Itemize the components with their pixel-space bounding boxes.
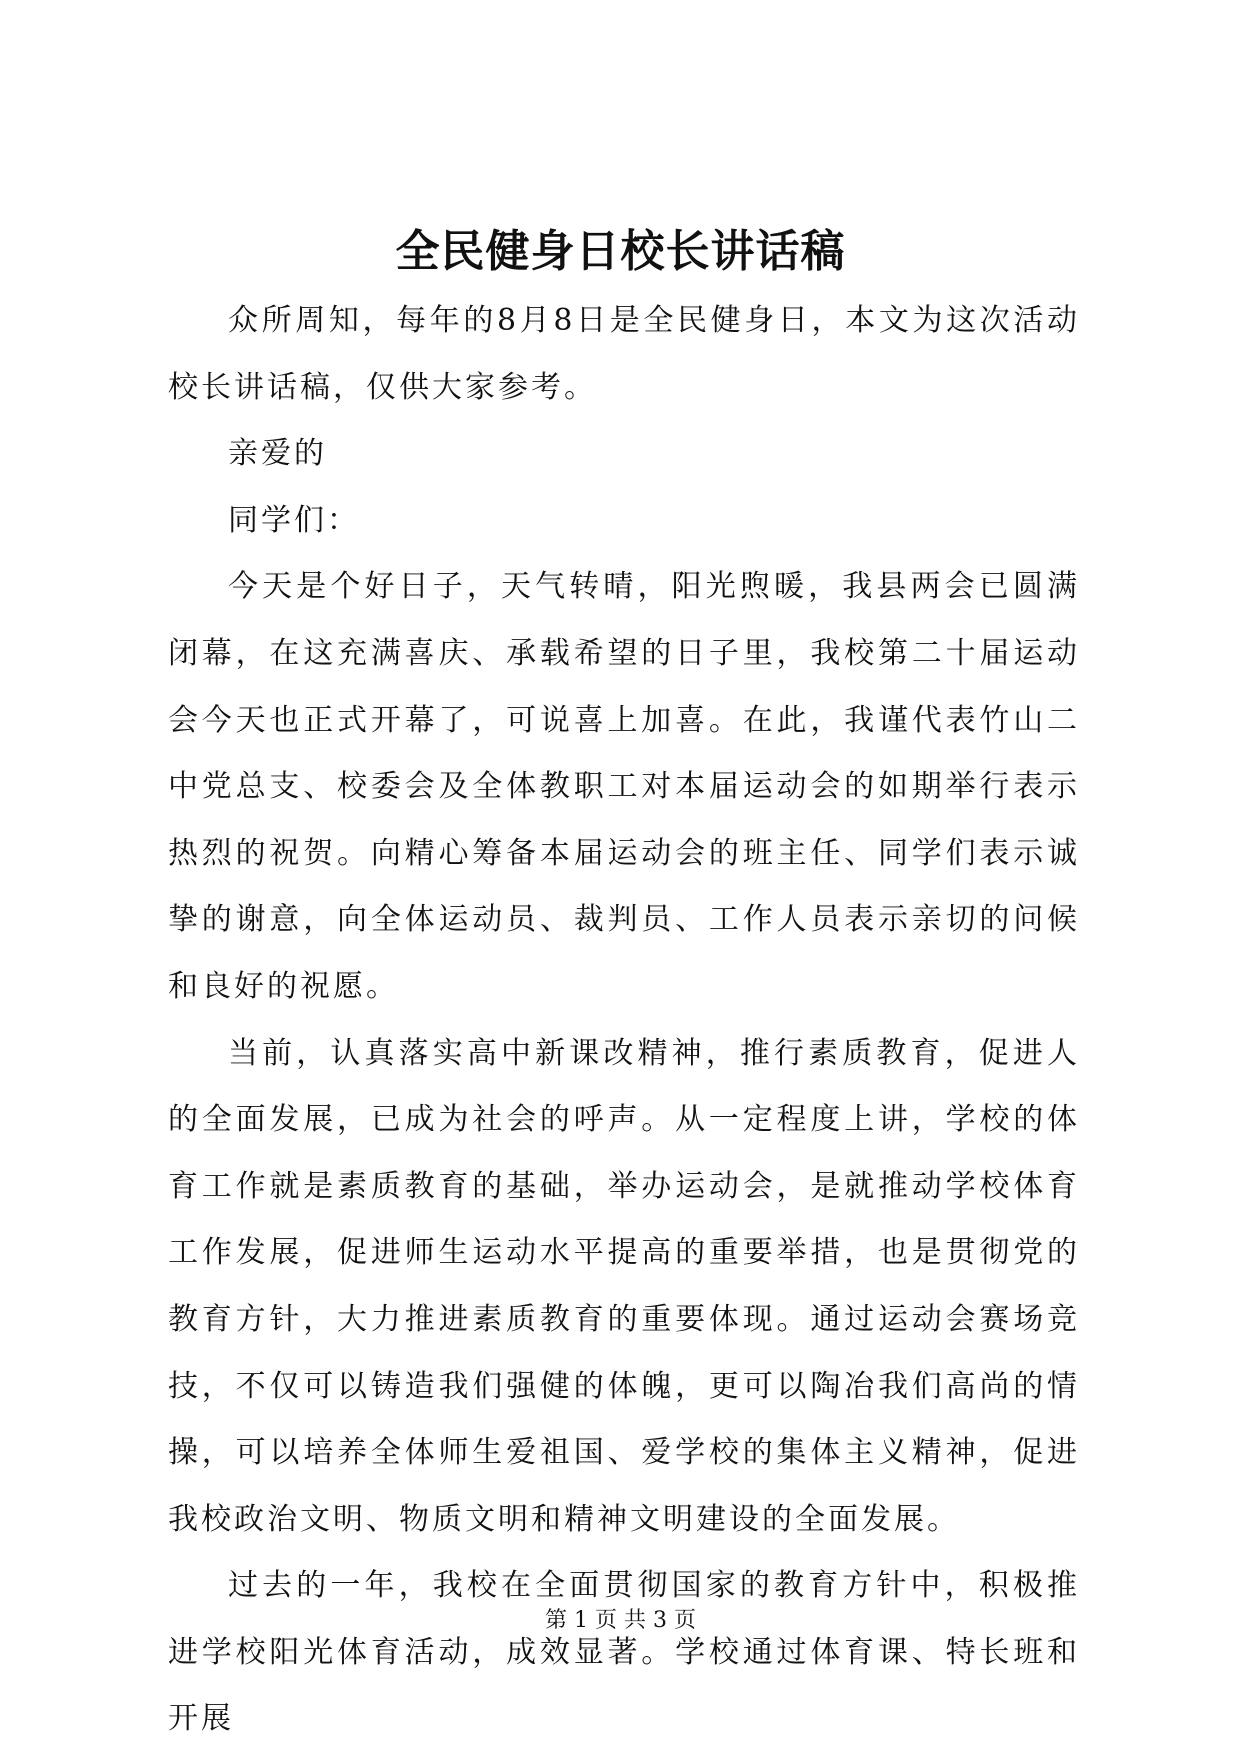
paragraph-opening: 今天是个好日子，天气转晴，阳光煦暖，我县两会已圆满闭幕，在这充满喜庆、承载希望的日子里，我校第二十届运动会今天也正式开幕了，可说喜上加喜。在此，我谨代表竹山二中党总支、校委会及全体教职工对本届运动会的如期举行表示热烈的祝贺。向精心筹备本届运动会的班主任、同学们表示诚挚的谢意，向全体运动员、裁判员、工作人员表示亲切的问候和良好的祝愿。 (168, 569, 1080, 1004)
paragraph-intro: 众所周知，每年的8月8日是全民健身日，本文为这次活动校长讲话稿，仅供大家参考。 (168, 303, 1080, 405)
paragraph-past-year: 过去的一年，我校在全面贯彻国家的教育方针中，积极推进学校阳光体育活动，成效显著。学校通过体育课、特长班和开展 (168, 1568, 1080, 1737)
paragraph-salutation-1: 亲爱的 (228, 436, 327, 472)
page-footer: 第 1 页 共 3 页 (545, 1608, 696, 1633)
document-body (168, 288, 1080, 1753)
document-title: 全民健身日校长讲话稿 (395, 226, 846, 277)
paragraph-salutation-2: 同学们： (228, 502, 360, 538)
paragraph-education: 当前，认真落实高中新课改精神，推行素质教育，促进人的全面发展，已成为社会的呼声。从一定程度上讲，学校的体育工作就是素质教育的基础，举办运动会，是就推动学校体育工作发展，促进师生运动水平提高的重要举措，也是贯彻党的教育方针，大力推进素质教育的重要体现。通过运动会赛场竞技，不仅可以铸造我们强健的体魄，更可以陶冶我们高尚的情操，可以培养全体师生爱祖国、爱学校的集体主义精神，促进我校政治文明、物质文明和精神文明建设的全面发展。 (168, 1035, 1080, 1537)
